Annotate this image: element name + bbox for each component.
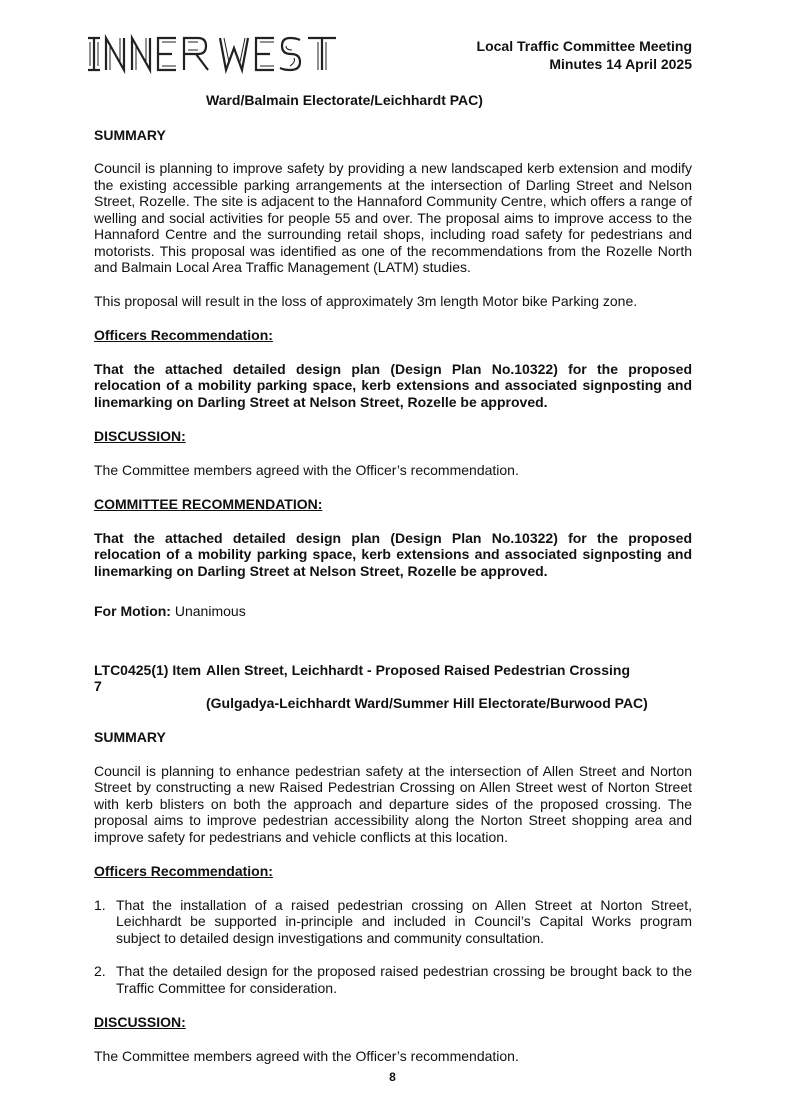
page-content [94,92,692,1064]
recommendation-list [94,897,692,997]
discussion-text: The Committee members agreed with the Officer’s recommendation. [94,1047,519,1064]
header-date: Minutes 14 April 2025 [549,56,692,72]
summary-heading: SUMMARY [94,126,166,143]
item-title: Allen Street, Leichhardt - Proposed Raised Pedestrian Crossing [206,661,630,678]
item-subtitle: (Gulgadya-Leichhardt Ward/Summer Hill Electorate/Burwood PAC) [206,694,648,711]
page-number: 8 [389,1070,396,1084]
motion-value: Unanimous [170,603,246,619]
officers-recommendation-heading: Officers Recommendation: [94,863,273,879]
item-heading [94,662,692,695]
document-header [477,37,692,73]
continued-heading: Ward/Balmain Electorate/Leichhardt PAC) [206,92,483,108]
committee-recommendation-heading: COMMITTEE RECOMMENDATION: [94,496,323,512]
committee-recommendation-text: That the attached detailed design plan (Design Plan No.10322) for the proposed relocation of a mobility parking space, kerb extensions and associated signposting and linemarking on Darling Street at Nelson Street, Rozelle be approved. [94,529,692,579]
officers-recommendation-heading: Officers Recommendation: [94,327,273,343]
officers-recommendation-text: That the attached detailed design plan (Design Plan No.10322) for the proposed relocation of a mobility parking space, kerb extensions and associated signposting and linemarking on Darling Street at Nelson Street, Rozelle be approved. [94,360,692,410]
inner-west-logo [86,34,338,74]
list-item [94,897,692,947]
header-title: Local Traffic Committee Meeting [476,38,692,54]
list-item [94,963,692,996]
discussion-text: The Committee members agreed with the Officer’s recommendation. [94,461,519,478]
motion-label: For Motion: [94,603,171,619]
discussion-heading: DISCUSSION: [94,428,186,444]
list-text: That the detailed design for the proposed raised pedestrian crossing be brought back to the Traffic Committee for consideration. [116,963,692,996]
item-reference: LTC0425(1) Item 7 [94,661,202,694]
summary-paragraph: Council is planning to improve safety by providing a new landscaped kerb extension and modify the existing accessible parking arrangements at the intersection of Darling Street and Nelson Street, Rozelle. The site is adjacent to the Hannaford Community Centre, which offers a range of welling and social activities for people 55 and over. The proposal aims to improve access to the Hannaford Centre and the surrounding retail shops, including road safety for pedestrians and motorists. This proposal was identified as one of the recommendations from the Rozelle North and Balmain Local Area Traffic Management (LATM) studies. [94,160,692,275]
list-number: 2. [94,963,106,979]
summary-paragraph: Council is planning to enhance pedestrian safety at the intersection of Allen Street and Norton Street by constructing a new Raised Pedestrian Crossing on Allen Street west of Norton Street with kerb blisters on both the approach and departure sides of the proposed crossing. The proposal aims to improve pedestrian accessibility along the Norton Street shopping area and improve safety for pedestrians and vehicle conflicts at this location. [94,762,692,845]
discussion-heading: DISCUSSION: [94,1014,186,1030]
list-number: 1. [94,896,106,913]
summary-heading: SUMMARY [94,729,166,745]
motion-line [94,603,692,620]
summary-paragraph: This proposal will result in the loss of approximately 3m length Motor bike Parking zone. [94,292,638,309]
list-text: That the installation of a raised pedestrian crossing on Allen Street at Norton Street, Leichhardt be supported in-principle and included in Council’s Capital Works program subject to detailed design investigations and community consultation. [116,896,692,946]
